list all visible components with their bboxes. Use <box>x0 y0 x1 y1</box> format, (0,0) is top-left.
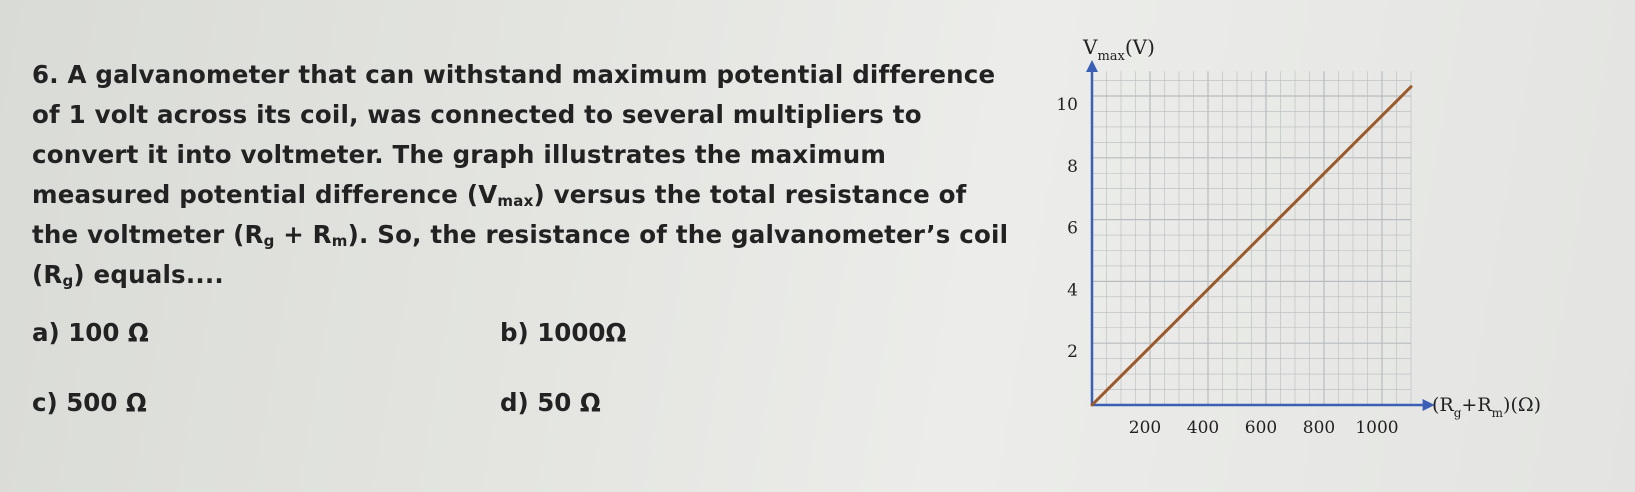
option-d[interactable]: d) 50 Ω <box>500 388 601 417</box>
x-tick-label: 200 <box>1128 418 1162 438</box>
option-a[interactable]: a) 100 Ω <box>32 318 149 347</box>
x-tick-label: 1000 <box>1355 418 1399 438</box>
question-line-6: $(R_g)$ equals.... <box>32 260 224 290</box>
y-tick-label: 6 <box>1067 218 1078 239</box>
question-line-4: measured potential difference $(V_{max})$ versus the total resistance of <box>32 180 967 210</box>
y-tick-label: 4 <box>1067 280 1078 301</box>
tick-labels <box>1056 95 1398 438</box>
grid <box>1092 71 1411 405</box>
y-tick-label: 8 <box>1067 156 1078 177</box>
question-line-5: the voltmeter $(R_g + R_m)$. So, the resistance of the galvanometer’s coil <box>32 220 1009 250</box>
question-line-2: of 1 volt across its coil, was connected to several multipliers to <box>32 100 922 129</box>
x-tick-label: 600 <box>1244 418 1278 438</box>
question-number: 6. <box>32 60 59 89</box>
x-tick-label: 800 <box>1302 418 1336 438</box>
y-axis-arrow <box>1086 60 1098 72</box>
option-b[interactable]: b) 1000Ω <box>500 318 627 347</box>
y-tick-label: 10 <box>1056 95 1078 115</box>
y-tick-label: 2 <box>1067 342 1078 363</box>
question-line-1: 6. A galvanometer that can withstand maximum potential difference <box>32 60 996 89</box>
question-line-3: convert it into voltmeter. The graph illustrates the maximum <box>32 140 887 169</box>
option-c[interactable]: c) 500 Ω <box>32 388 147 417</box>
x-tick-label: 400 <box>1186 418 1220 438</box>
x-axis-label: $(R_g+R_m)(\Omega)$ <box>1432 394 1542 420</box>
y-axis-label: $V_{max}(V)$ <box>1083 35 1155 64</box>
